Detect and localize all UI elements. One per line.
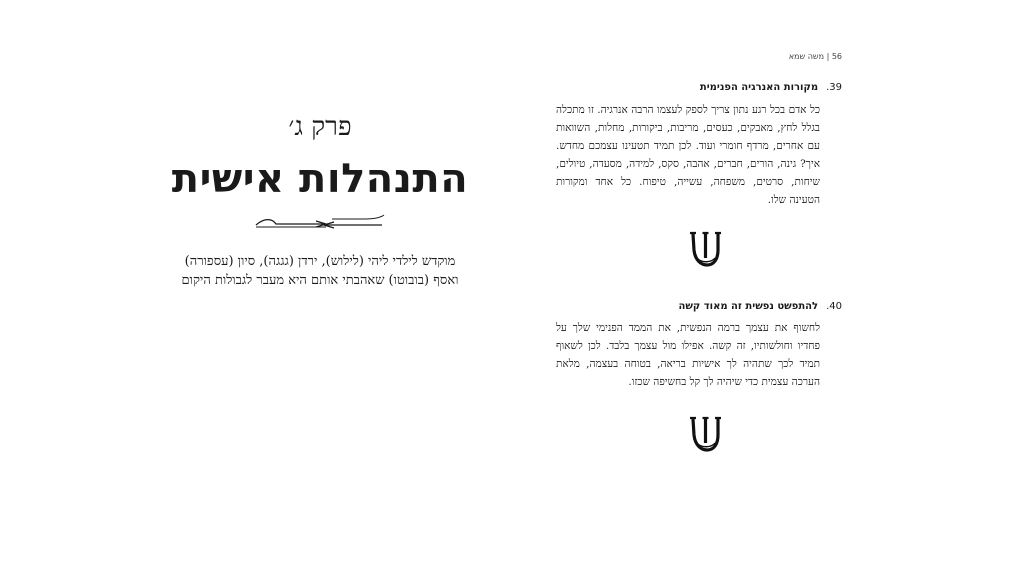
entry-title: מקורות האנרגיה הפנימית [699,82,819,93]
entry-body: לחשוף את עצמך ברמה הנפשית, את הממד הפנימי שלך על פחדיו וחולשותיו, זה קשה. אפילו מול עצמך בלבד. לכן לשאוף תמיד לכך שתהיה לך אישיות בריאה, בטוחה בעצמה, מלאת הערכה עצמית כדי שיהיה לך קל בחשיפה שכזו. [556,322,820,388]
content-page [556,0,846,576]
shin-ornament-icon [685,228,725,268]
shin-ornament-icon [685,413,725,453]
chapter-title: התנהלות אישית [171,156,469,202]
entry-number: 40. [826,301,842,312]
entry-heading [556,301,842,312]
entry-number: 39. [826,82,842,93]
dedication [150,252,490,290]
flourish-divider-icon [254,214,386,230]
chapter-opening-page [150,0,570,576]
entry-body: כל אדם בכל רגע נתון צריך לספק לעצמו הרבה אנרגיה. זו מתכלה בגלל לחץ, מאבקים, כעסים, מריבות, ביקורות, מחלות, השוואות עם אחרים, מרדף חומרי ועוד. לכן תמיד תטעינו עצמכם מחדש. איך? גינה, הורים, חברים, אהבה, סקס, למידה, מסעדה, טיולים, שיחות, סרטים, משפחה, עשייה, טיפוח. כל אחד ומקורות הטעינה שלו. [556,104,820,206]
entry-title: להתפשט נפשית זה מאוד קשה [678,301,819,312]
running-head: 56 | משה שמא [788,52,842,61]
dedication-line: מוקדש לילדי ליהי (לילוש), ירדן (גגגה), סיון (עספורה) [184,254,456,269]
chapter-label: פרק ג׳ [288,112,352,142]
entry-heading [556,82,842,93]
dedication-line: ואסף (בובוטו) שאהבתי אותם היא מעבר לגבולות היקום [181,273,459,288]
